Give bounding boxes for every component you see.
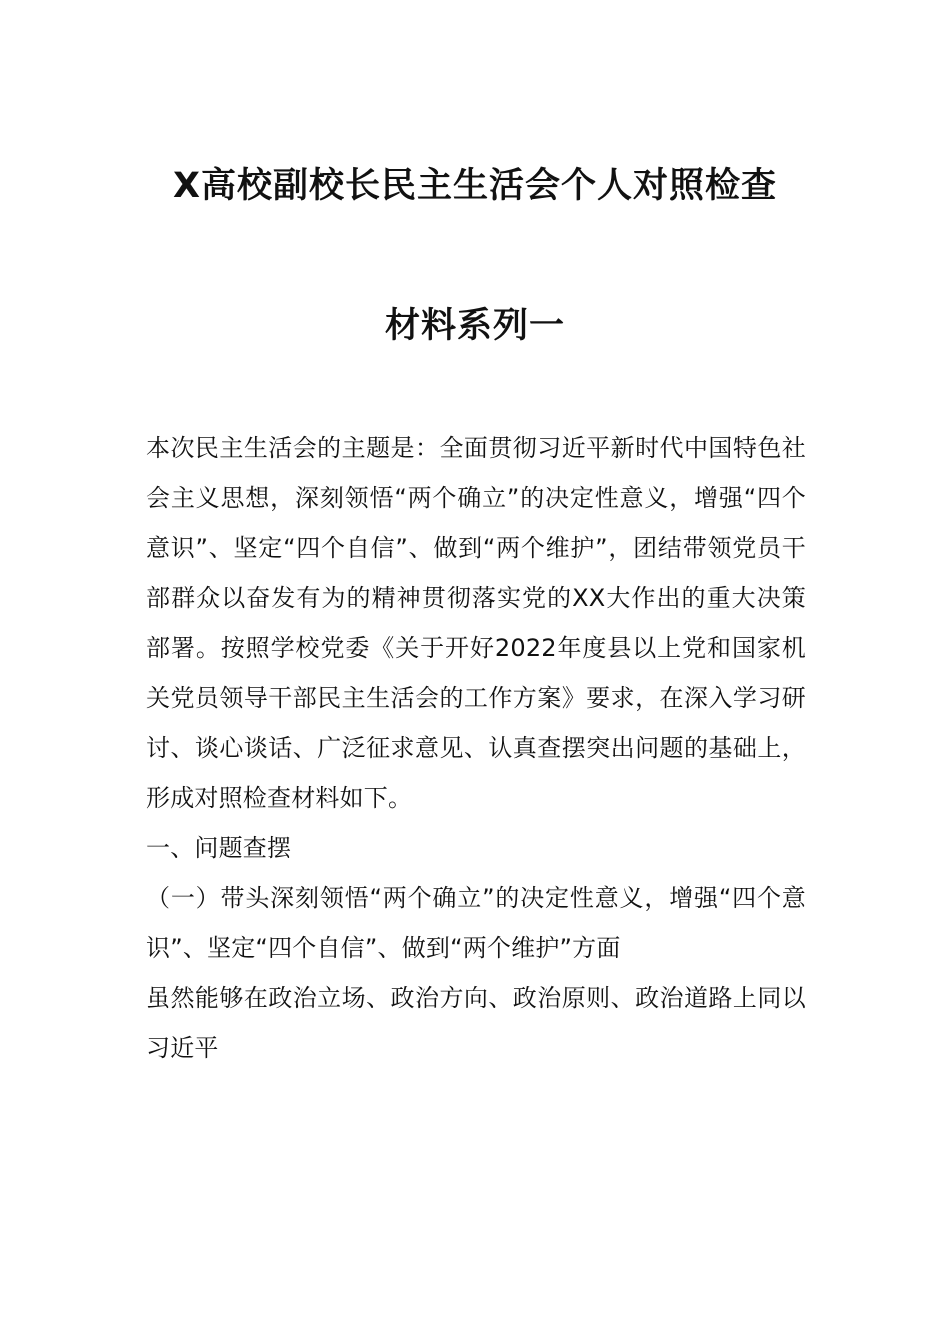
document-title-line-1: X高校副校长民主生活会个人对照检查 [173, 166, 777, 206]
body-paragraph: 虽然能够在政治立场、政治方向、政治原则、政治道路上同以习近平 [146, 984, 806, 1062]
section-heading-problems: 一、问题查摆 [146, 834, 292, 862]
document-body [146, 423, 806, 1073]
subsection-heading-1: （一）带头深刻领悟“两个确立”的决定性意义，增强“四个意识”、坚定“四个自信”、做到“两个维护”方面 [146, 884, 806, 962]
intro-paragraph: 本次民主生活会的主题是：全面贯彻习近平新时代中国特色社会主义思想，深刻领悟“两个确立”的决定性意义，增强“四个意识”、坚定“四个自信”、做到“两个维护”，团结带领党员干部群众以奋发有为的精神贯彻落实党的XX大作出的重大决策部署。按照学校党委《关于开好2022年度县以上党和国家机关党员领导干部民主生活会的工作方案》要求，在深入学习研讨、谈心谈话、广泛征求意见、认真查摆突出问题的基础上，形成对照检查材料如下。 [146, 434, 806, 812]
document-title-line-2: 材料系列一 [384, 306, 565, 346]
